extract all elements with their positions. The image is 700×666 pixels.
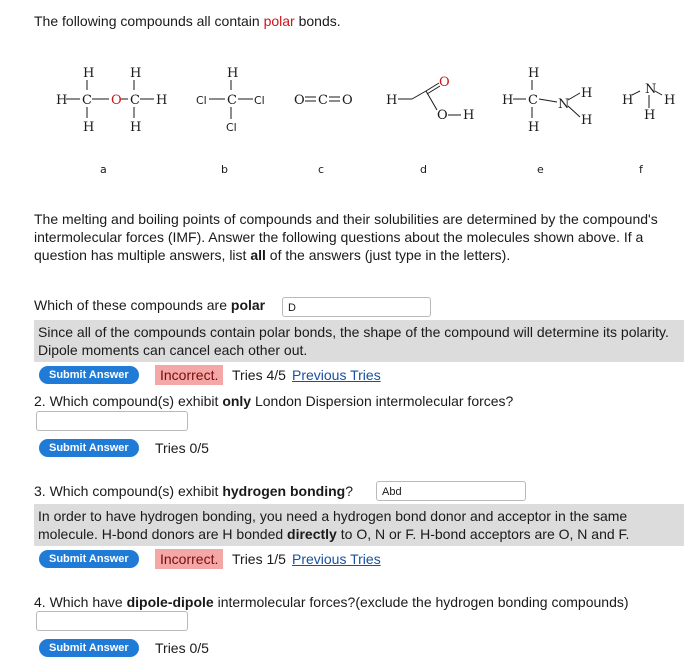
svg-text:H: H (528, 120, 540, 135)
molecule-a (56, 66, 167, 135)
q1-prompt (34, 297, 265, 313)
svg-text:O: O (342, 93, 353, 108)
q3-prompt (34, 483, 353, 499)
q3-hint-text: In order to have hydrogen bonding, you need a hydrogen bond donor and acceptor in the same molecule. H-bond donors are H bonded (38, 508, 628, 542)
q3-hint (34, 504, 684, 546)
svg-text:H: H (83, 66, 95, 81)
instructions-text: The melting and boiling points of compounds and their solubilities are determined by the compound's intermolecular forces (IMF). Answer the following questions about the molecules shown above. If a question has multiple answers, list (34, 211, 658, 263)
polar-highlight: polar (263, 13, 295, 29)
label-d: d (420, 163, 427, 176)
q1-previous-tries-link[interactable]: Previous Tries (292, 367, 381, 383)
svg-text:C: C (528, 93, 538, 108)
q4-prompt (34, 594, 629, 610)
q1-prompt-text: Which of these compounds are (34, 297, 231, 313)
q4-tries: Tries 0/5 (155, 640, 209, 656)
q2-tries: Tries 0/5 (155, 440, 209, 456)
instructions-bold: all (250, 247, 266, 263)
label-b: b (221, 163, 228, 176)
molecule-diagrams (0, 55, 700, 180)
q3-hint-bold: directly (287, 526, 337, 542)
svg-text:H: H (83, 120, 95, 135)
q1-tries: Tries 4/5 (232, 367, 286, 383)
svg-text:C: C (318, 93, 328, 108)
q2-prompt-bold: only (222, 393, 252, 409)
svg-text:H: H (463, 108, 475, 123)
svg-text:Cl: Cl (196, 94, 207, 107)
svg-text:H: H (581, 113, 593, 128)
svg-text:H: H (130, 66, 142, 81)
svg-text:H: H (644, 108, 656, 123)
label-c: c (318, 163, 325, 176)
q4-prompt-text: 4. Which have (34, 594, 127, 610)
svg-text:H: H (130, 120, 142, 135)
q2-prompt-text-end: London Dispersion intermolecular forces? (251, 393, 514, 409)
svg-text:H: H (581, 86, 593, 101)
svg-text:O: O (111, 93, 122, 108)
q3-hint-text-end: to O, N or F. H-bond acceptors are O, N and F. (336, 526, 630, 542)
instructions-text-end: of the answers (just type in the letters). (265, 247, 511, 263)
q4-answer-input[interactable] (36, 611, 188, 631)
q1-submit-button[interactable]: Submit Answer (39, 366, 139, 384)
intro-text (34, 13, 341, 29)
q2-prompt-text: 2. Which compound(s) exhibit (34, 393, 223, 409)
svg-text:O: O (439, 75, 450, 90)
q4-prompt-bold: dipole-dipole (126, 594, 214, 610)
svg-text:C: C (227, 93, 237, 108)
instructions-paragraph (34, 210, 682, 264)
q3-previous-tries-link[interactable]: Previous Tries (292, 551, 381, 567)
svg-text:H: H (528, 66, 540, 81)
svg-text:H: H (156, 93, 168, 108)
svg-text:C: C (130, 93, 140, 108)
label-f: f (639, 163, 643, 176)
intro-text-end: bonds. (294, 13, 341, 29)
q2-submit-button[interactable]: Submit Answer (39, 439, 139, 457)
q4-prompt-text-end: intermolecular forces?(exclude the hydrogen bonding compounds) (213, 594, 629, 610)
svg-text:C: C (82, 93, 92, 108)
svg-text:H: H (56, 93, 68, 108)
svg-text:Cl: Cl (254, 94, 265, 107)
label-e: e (537, 163, 544, 176)
q2-answer-input[interactable] (36, 411, 188, 431)
svg-text:H: H (622, 93, 634, 108)
q1-answer-input[interactable]: D (282, 297, 431, 317)
svg-text:Cl: Cl (226, 121, 237, 134)
q2-prompt (34, 393, 513, 409)
svg-text:O: O (294, 93, 305, 108)
svg-text:H: H (227, 66, 239, 81)
svg-text:H: H (502, 93, 514, 108)
q1-hint: Since all of the compounds contain polar bonds, the shape of the compound will determine its polarity. Dipole moments can cancel each other out. (34, 320, 684, 362)
svg-text:O: O (437, 108, 448, 123)
q3-status-incorrect: Incorrect. (155, 549, 223, 569)
q3-answer-input[interactable]: Abd (376, 481, 526, 501)
q4-submit-button[interactable]: Submit Answer (39, 639, 139, 657)
q3-prompt-text: 3. Which compound(s) exhibit (34, 483, 223, 499)
svg-text:N: N (558, 97, 570, 112)
svg-text:H: H (664, 93, 676, 108)
intro-text-start: The following compounds all contain (34, 13, 264, 29)
q1-prompt-bold: polar (230, 297, 266, 313)
q3-prompt-bold: hydrogen bonding (222, 483, 346, 499)
label-a: a (100, 163, 107, 176)
svg-text:N: N (645, 82, 657, 97)
q3-submit-button[interactable]: Submit Answer (39, 550, 139, 568)
q3-tries: Tries 1/5 (232, 551, 286, 567)
q3-prompt-text-end: ? (345, 483, 353, 499)
svg-text:H: H (386, 93, 398, 108)
q1-status-incorrect: Incorrect. (155, 365, 223, 385)
